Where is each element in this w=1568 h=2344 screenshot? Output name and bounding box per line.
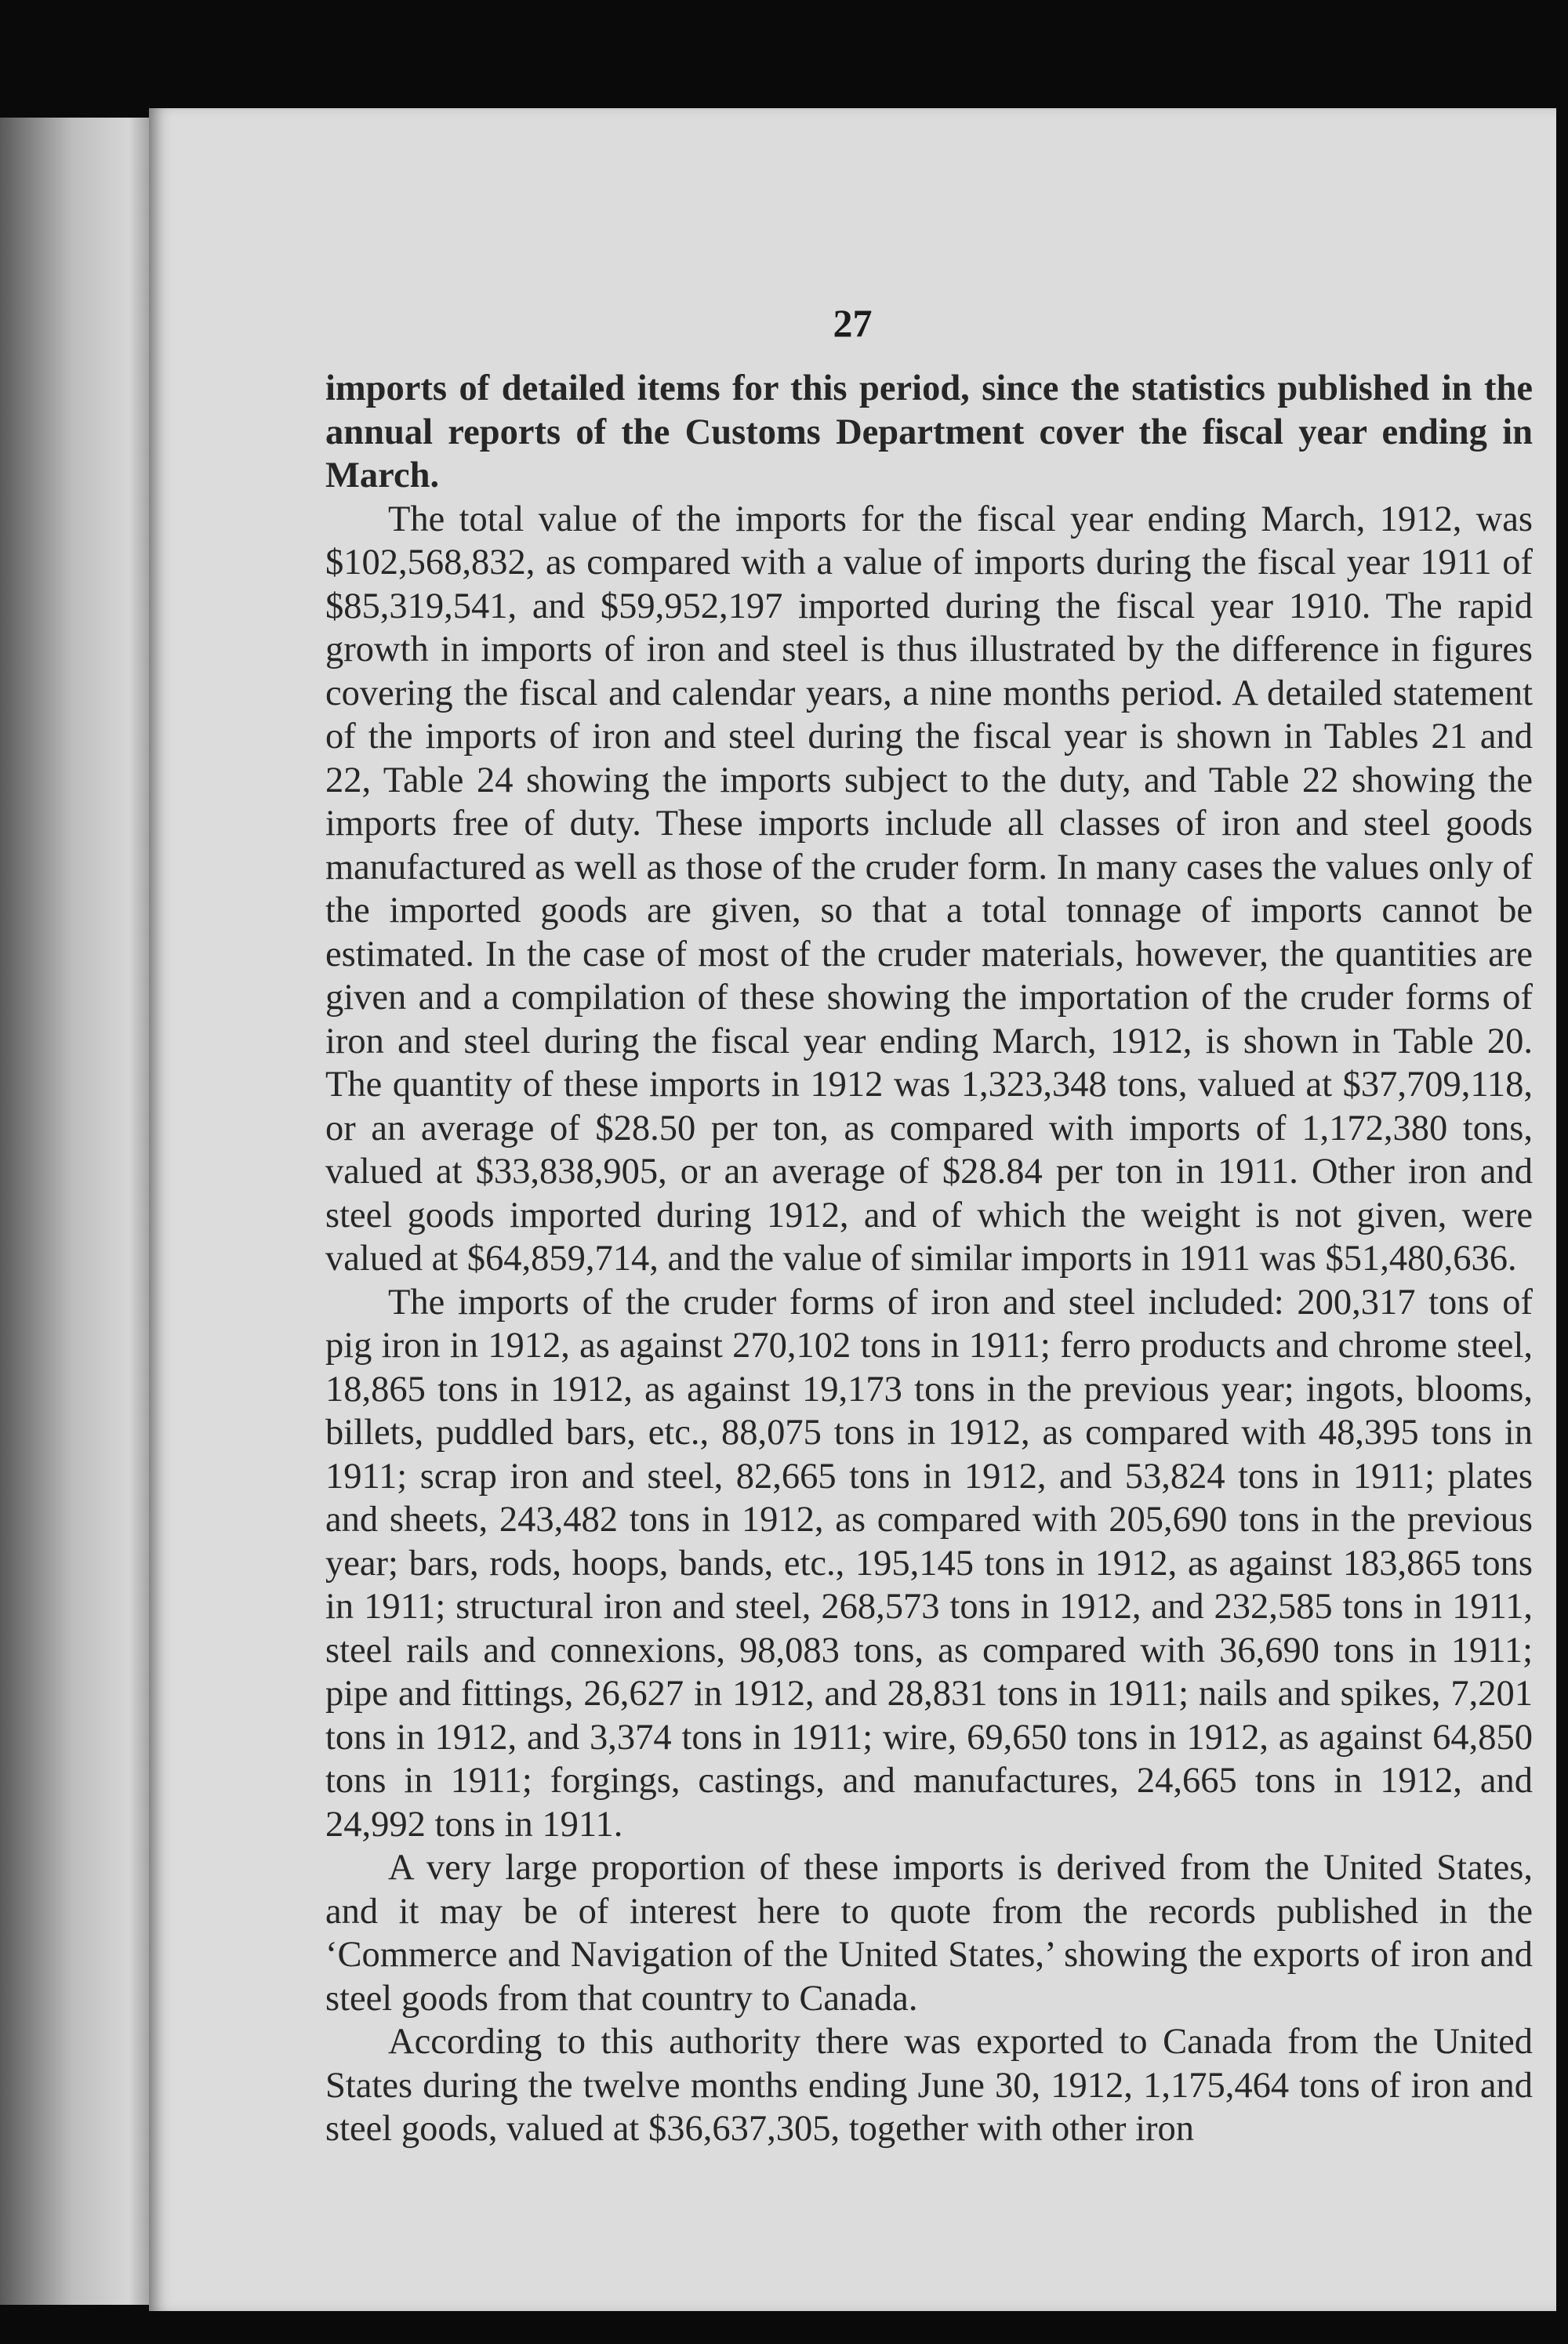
paragraph-2: The total value of the imports for the fiscal year ending March, 1912, was $102,568,832, as compared with a value of imports during the fiscal year 1911 of $85,319,541, and $59,952,197 imported during the fiscal year 1910. The rapid growth in imports of iron and steel is thus illustrated by the difference in figures covering the fiscal and calendar years, a nine months period. A detailed statement of the imports of iron and steel during the fiscal year is shown in Tables 21 and 22, Table 24 showing the imports subject to the duty, and Table 22 showing the imports free of duty. These imports include all classes of iron and steel goods manufactured as well as those of the cruder form. In many cases the values only of the imported goods are given, so that a total tonnage of imports cannot be estimated. In the case of most of the cruder materials, however, the quantities are given and a compilation of these showing the importation of the cruder forms of iron and steel during the fiscal year ending March, 1912, is shown in Table 20. The quantity of these imports in 1912 was 1,323,348 tons, valued at $37,709,118, or an average of $28.50 per ton, as compared with imports of 1,172,380 tons, valued at $33,838,905, or an average of $28.84 per ton in 1911. Other iron and steel goods imported during 1912, and of which the weight is not given, were valued at $64,859,714, and the value of similar imports in 1911 was $51,480,636. [325,499,1533,1279]
paragraph-5: According to this authority there was exported to Canada from the United States during the twelve months ending June 30, 1912, 1,175,464 tons of iron and steel goods, valued at $36,637,305, together with other iron [325,2022,1533,2149]
facing-page-edge [0,118,161,2305]
paragraph-3: The imports of the cruder forms of iron and steel included: 200,317 tons of pig iron in 1912, as against 270,102 tons in 1911; ferro products and chrome steel, 18,865 tons in 1912, as against 19,173 tons in the previous year; ingots, blooms, billets, puddled bars, etc., 88,075 tons in 1912, as compared with 48,395 tons in 1911; scrap iron and steel, 82,665 tons in 1912, and 53,824 tons in 1911; plates and sheets, 243,482 tons in 1912, as compared with 205,690 tons in the previous year; bars, rods, hoops, bands, etc., 195,145 tons in 1912, as against 183,865 tons in 1911; structural iron and steel, 268,573 tons in 1912, and 232,585 tons in 1911, steel rails and connexions, 98,083 tons, as compared with 36,690 tons in 1911; pipe and fittings, 26,627 in 1912, and 28,831 tons in 1911; nails and spikes, 7,201 tons in 1912, and 3,374 tons in 1911; wire, 69,650 tons in 1912, as against 64,850 tons in 1911; forgings, castings, and manufactures, 24,665 tons in 1912, and 24,992 tons in 1911. [325,1282,1533,1845]
page-number: 27 [833,301,873,345]
body-text [325,367,1533,2151]
paragraph-1: imports of detailed items for this period, since the statistics published in the annual reports of the Customs Department cover the fiscal year ending in March. [325,368,1533,495]
paragraph-4: A very large proportion of these imports is derived from the United States, and it may be of interest here to quote from the records published in the ‘Commerce and Navigation of the United States,’ showing the exports of iron and steel goods from that country to Canada. [325,1848,1533,2019]
document-page [149,108,1556,2311]
